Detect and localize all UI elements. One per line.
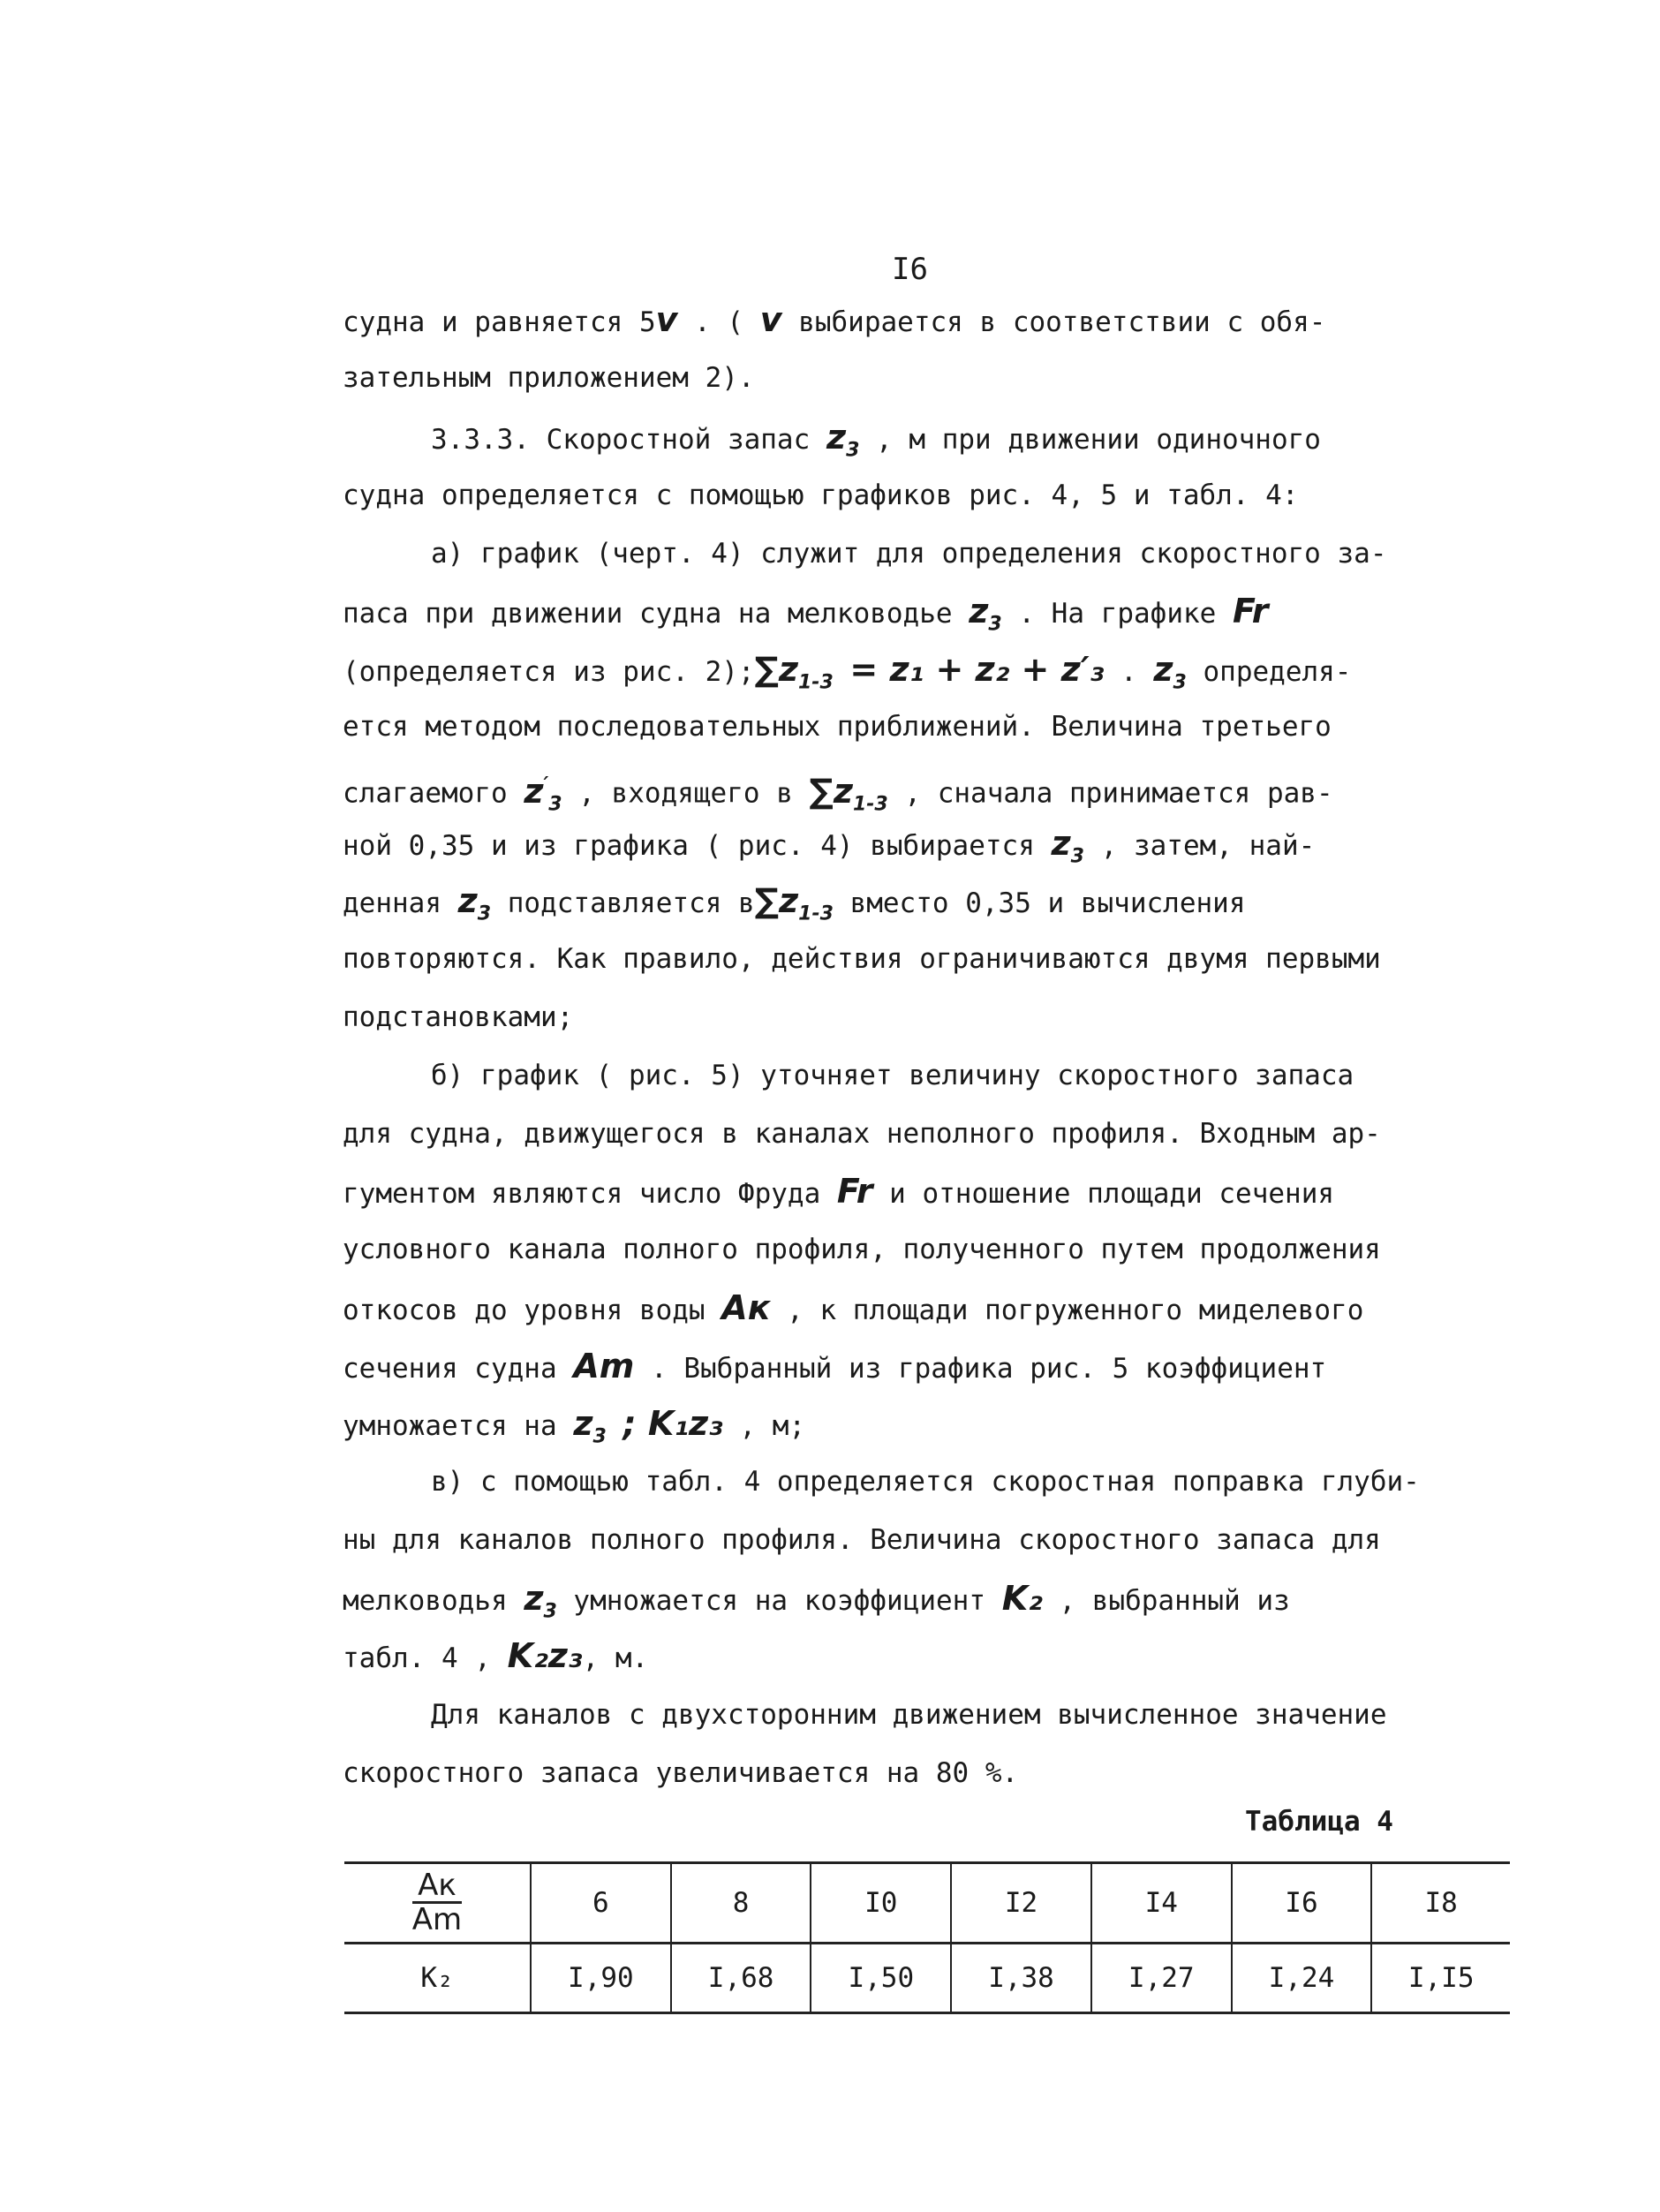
text: подставляется в	[507, 887, 755, 919]
item-a-line-2	[343, 593, 1269, 643]
sum-z-symbol: $\sum z_{1-3}$	[754, 881, 834, 925]
table-row	[344, 1944, 1510, 2013]
fraction-denominator: Am	[411, 1902, 463, 1937]
intro-line-1	[343, 302, 1325, 340]
text: умножается на	[343, 1410, 557, 1442]
item-v-line-4	[343, 1638, 648, 1676]
p333-line-1	[431, 419, 1321, 469]
text: и отношение площади сечения	[889, 1178, 1335, 1210]
text: , м при движении одиночного	[876, 424, 1321, 456]
item-a-line-4: ется методом последовательных приближений. Величина третьего	[343, 711, 1332, 743]
text: слагаемого	[343, 777, 508, 810]
z3-symbol: $z_3$	[969, 592, 1002, 636]
value-cell: I,50	[811, 1944, 951, 2013]
ratio-fraction	[412, 1869, 462, 1936]
text: выбирается в соответствии с обя-	[798, 306, 1326, 338]
table-4	[344, 1861, 1510, 2014]
value-cell: I,68	[671, 1944, 811, 2013]
closing-line-1: Для каналов с двухсторонним движением вычисленное значение	[431, 1699, 1387, 1731]
header-cell: I2	[951, 1863, 1091, 1944]
text: , м.	[582, 1642, 649, 1674]
text: . (	[694, 306, 744, 338]
text: , входящего в	[578, 777, 793, 810]
fraction-numerator: Aк	[412, 1869, 462, 1904]
header-cell: I8	[1371, 1863, 1510, 1944]
p333-line-2: судна определяется с помощью графиков рис. 4, 5 и табл. 4:	[343, 479, 1299, 511]
z3-symbol: $z_3$	[826, 418, 860, 462]
intro-line-2: зательным приложением 2).	[343, 362, 755, 394]
item-a-line-3: (определяется из рис. $2);\sum z_{1-3} = z_1 + z_2 + z'_3$ . $z_3$ определя-	[343, 650, 1352, 694]
z3-symbol: $z_3$	[524, 1579, 557, 1623]
z3-symbol: $z_3$	[1051, 824, 1084, 868]
item-b-line-3	[343, 1174, 1334, 1212]
text: судна и равняется 5	[343, 306, 656, 338]
z3-symbol: $z_3$	[457, 881, 492, 925]
item-b-line-4: условного канала полного профиля, полученного путем продолжения	[343, 1234, 1381, 1265]
text: табл. 4 ,	[343, 1642, 491, 1674]
text: . На графике	[1018, 598, 1217, 630]
text: откосов до уровня воды	[343, 1295, 706, 1326]
text: определя-	[1203, 656, 1352, 688]
header-cell: I0	[811, 1863, 951, 1944]
value-cell: I,I5	[1371, 1944, 1510, 2013]
item-b-line-5	[343, 1290, 1363, 1328]
sum-z-symbol: $\sum z_{1-3}$	[809, 771, 888, 816]
v-symbol: v	[655, 300, 678, 339]
am-symbol: Am	[573, 1347, 635, 1385]
text: гументом являются число Фруда	[343, 1178, 821, 1210]
text: , м;	[739, 1410, 806, 1442]
table-header-row	[344, 1863, 1510, 1944]
value-cell: I,38	[951, 1944, 1091, 2013]
header-ratio-cell	[344, 1863, 531, 1944]
value-cell: I,27	[1091, 1944, 1232, 2013]
item-v-line-2: ны для каналов полного профиля. Величина скоростного запаса для	[343, 1524, 1381, 1556]
value-cell: I,90	[531, 1944, 671, 2013]
page-number: I6	[892, 252, 928, 287]
item-b-line-2: для судна, движущегося в каналах неполного профиля. Входным ар-	[343, 1118, 1381, 1150]
v-symbol: v	[759, 300, 782, 339]
text: 3.3.3. Скоростной запас	[431, 424, 811, 456]
item-a-line-1: а) график (черт. 4) служит для определения скоростного за-	[431, 538, 1387, 570]
item-a-line-7	[343, 883, 1246, 932]
text: сечения судна	[343, 1353, 557, 1385]
text: (определяется из рис. 2);	[343, 656, 755, 688]
text: , сначала принимается рав-	[904, 777, 1333, 810]
z3-symbol: $z_3$	[573, 1404, 607, 1448]
header-cell: 8	[671, 1863, 811, 1944]
item-a-line-9: подстановками;	[343, 1001, 574, 1033]
text: вместо 0,35 и вычисления	[849, 887, 1246, 919]
z3-prime-symbol: $z'_3$	[524, 771, 562, 816]
item-b-line-1: б) график ( рис. 5) уточняет величину скоростного запаса	[431, 1060, 1354, 1091]
value-cell: I,24	[1232, 1944, 1372, 2013]
header-cell: I4	[1091, 1863, 1232, 1944]
text: , к площади погруженного миделевого	[787, 1295, 1364, 1326]
text: умножается на коэффициент	[573, 1585, 986, 1617]
header-cell: 6	[531, 1863, 671, 1944]
item-v-line-3	[343, 1581, 1290, 1630]
row-label-cell: K₂	[344, 1944, 531, 2013]
text: . Выбранный из графика рис. 5 коэффициент	[651, 1353, 1327, 1385]
k2z3-symbol: K₂z₃	[507, 1636, 583, 1675]
text: ной 0,35 и из графика ( рис. 4) выбирается	[343, 830, 1035, 862]
froude-symbol: Fr	[836, 1172, 873, 1211]
sum-z-symbol: $\sum z_{1-3}$	[754, 650, 834, 694]
text: паса при движении судна на мелководье	[343, 598, 953, 630]
froude-symbol: Fr	[1232, 592, 1269, 630]
item-a-line-5	[343, 767, 1333, 822]
text: , затем, най-	[1100, 830, 1316, 862]
sum-equation: = z₁ + z₂ + z′₃	[849, 650, 1105, 689]
table-caption: Таблица 4	[1245, 1806, 1393, 1838]
text: , выбранный из	[1059, 1585, 1290, 1617]
text: мелководья	[343, 1585, 508, 1617]
item-v-line-1: в) с помощью табл. 4 определяется скоростная поправка глуби-	[431, 1466, 1420, 1498]
item-a-line-6	[343, 826, 1315, 875]
header-cell: I6	[1232, 1863, 1372, 1944]
k2-symbol: K₂	[1001, 1579, 1043, 1618]
item-a-line-8: повторяются. Как правило, действия ограничиваются двумя первыми	[343, 943, 1381, 975]
item-b-line-6	[343, 1348, 1326, 1386]
ak-symbol: Aк	[721, 1288, 771, 1327]
item-b-line-7	[343, 1406, 805, 1455]
z3-symbol: $z_3$	[1153, 650, 1187, 694]
k1z3-symbol: ; K₁z₃	[622, 1404, 723, 1443]
closing-line-2: скоростного запаса увеличивается на 80 %.	[343, 1757, 1019, 1789]
text: денная	[343, 887, 441, 919]
